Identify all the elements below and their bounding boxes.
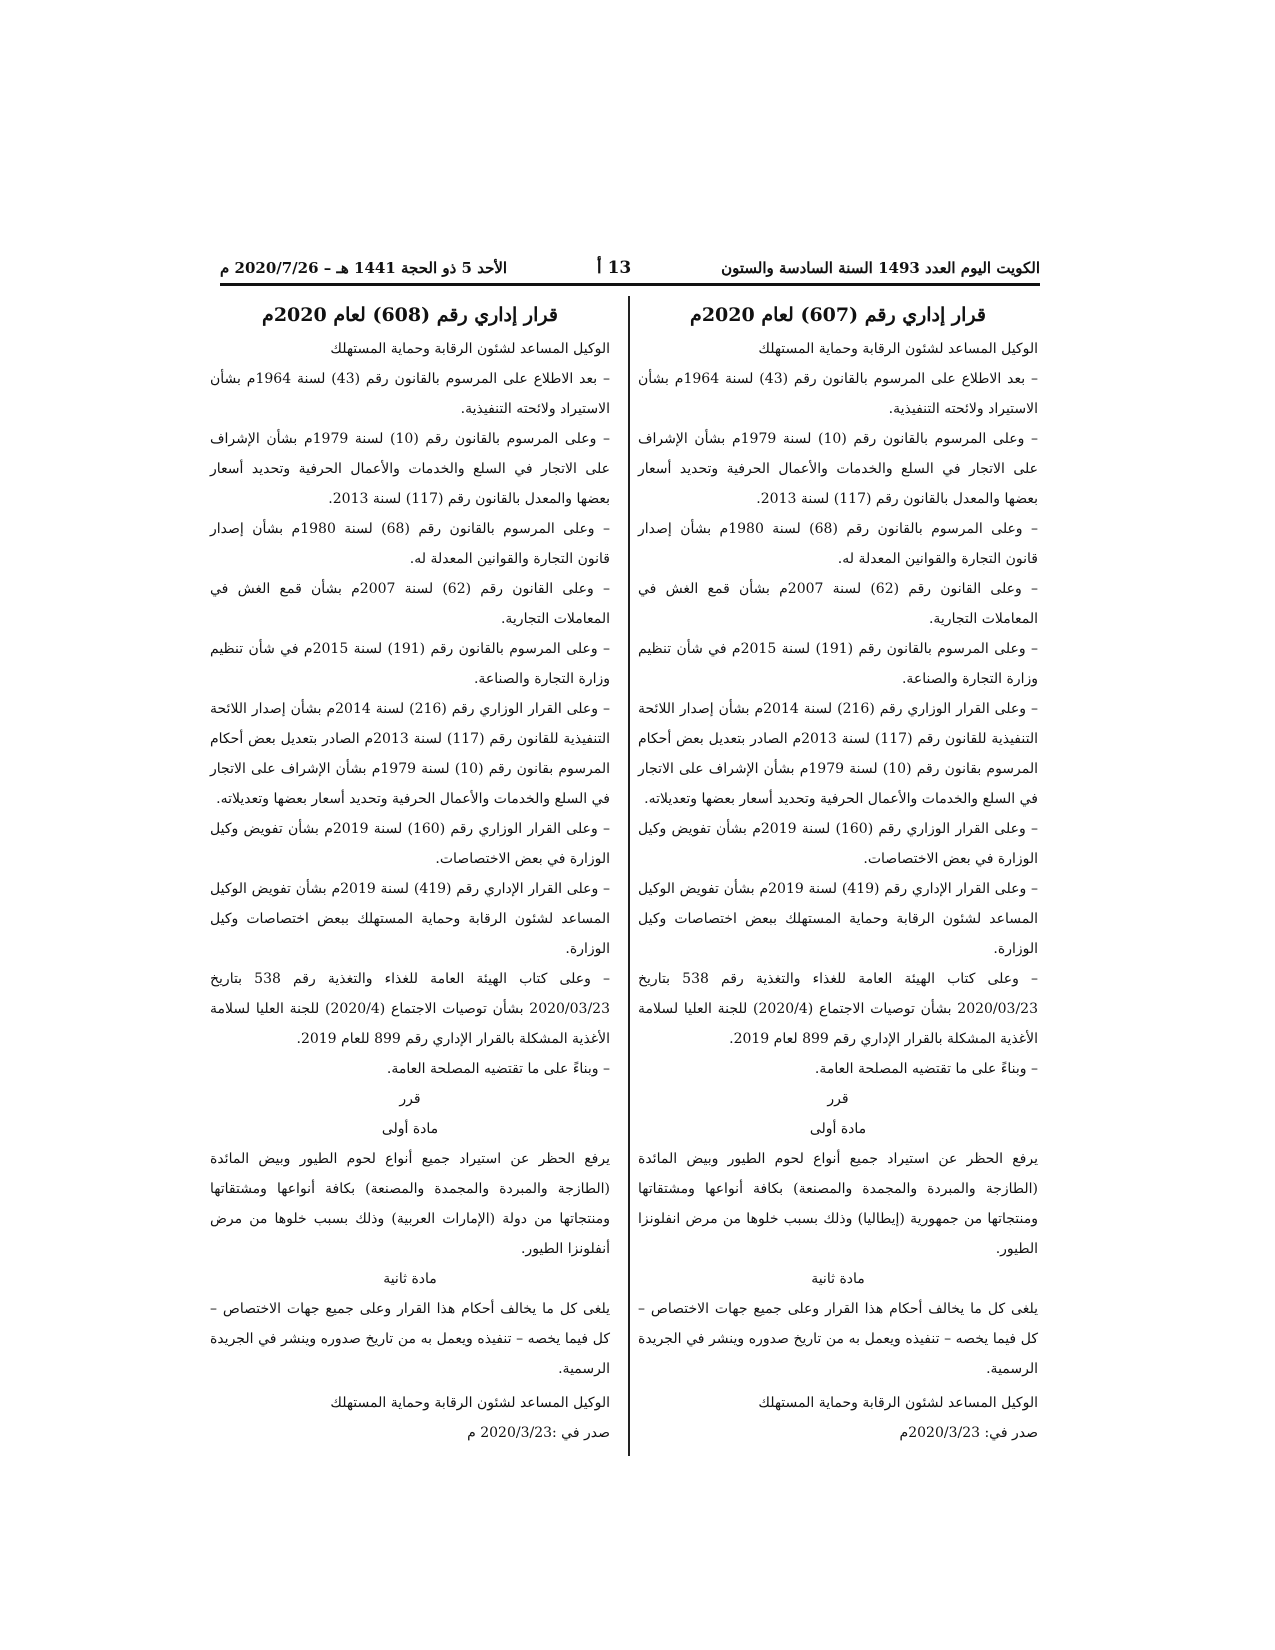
decision-608-preamble-item: – وعلى القرار الإداري رقم (419) لسنة 2019م بشأن تفويض الوكيل المساعد لشئون الرقابة وحماية المستهلك ببعض اختصاصات وكيل الوزارة.: [210, 881, 610, 957]
decision-608-issuer: الوكيل المساعد لشئون الرقابة وحماية المستهلك: [330, 341, 610, 357]
column-divider: [628, 296, 630, 1456]
decision-607-title: قرار إداري رقم (607) لعام 2020م: [690, 304, 986, 326]
decision-608-decided: قرر: [399, 1091, 421, 1107]
decision-608-signature: الوكيل المساعد لشئون الرقابة وحماية المستهلك: [330, 1395, 610, 1411]
page-header: [220, 257, 1040, 279]
decision-608-preamble-item: – وعلى القانون رقم (62) لسنة 2007م بشأن قمع الغش في المعاملات التجارية.: [210, 581, 610, 627]
decision-607-article2-title: مادة ثانية: [811, 1271, 865, 1287]
decision-608-preamble-item: – وبناءً على ما تقتضيه المصلحة العامة.: [386, 1061, 610, 1077]
decision-607-article1-title: مادة أولى: [809, 1121, 867, 1137]
decision-608-preamble-item: – وعلى القرار الوزاري رقم (216) لسنة 2014م بشأن إصدار اللائحة التنفيذية للقانون رقم (117) لسنة 2013م الصادر بتعديل بعض أحكام المرسوم بقانون رقم (10) لسنة 1979م بشأن الإشراف على الاتجار في السلع والخدمات والأعمال الحرفية وتحديد أسعار بعضها وتعديلاته.: [210, 701, 611, 807]
decision-608-preamble-item: – وعلى المرسوم بالقانون رقم (10) لسنة 1979م بشأن الإشراف على الاتجار في السلع والخدمات والأعمال الحرفية وتحديد أسعار بعضها والمعدل بالقانون رقم (117) لسنة 2013.: [210, 431, 610, 507]
decision-607-article2-text: يلغى كل ما يخالف أحكام هذا القرار وعلى جميع جهات الاختصاص –كل فيما يخصه – تنفيذه ويعمل به من تاريخ صدوره وينشر في الجريدة الرسمية.: [638, 1301, 1038, 1377]
decision-607-issued-date: صدر في: 2020/3/23م: [899, 1425, 1038, 1441]
decision-608-article2-text: يلغى كل ما يخالف أحكام هذا القرار وعلى جميع جهات الاختصاص –كل فيما يخصه – تنفيذه ويعمل به من تاريخ صدوره وينشر في الجريدة الرسمية.: [210, 1301, 610, 1377]
decision-608-preamble-item: – وعلى المرسوم بالقانون رقم (68) لسنة 1980م بشأن إصدار قانون التجارة والقوانين المعدلة له.: [210, 521, 610, 567]
decision-608-preamble-item: – وعلى القرار الوزاري رقم (160) لسنة 2019م بشأن تفويض وكيل الوزارة في بعض الاختصاصات.: [210, 821, 610, 867]
decision-607-preamble-item: – وعلى القانون رقم (62) لسنة 2007م بشأن قمع الغش في المعاملات التجارية.: [638, 581, 1038, 627]
decision-607-preamble-item: – وعلى المرسوم بالقانون رقم (68) لسنة 1980م بشأن إصدار قانون التجارة والقوانين المعدلة له.: [638, 521, 1038, 567]
decision-607-preamble-item: – وعلى المرسوم بالقانون رقم (10) لسنة 1979م بشأن الإشراف على الاتجار في السلع والخدمات والأعمال الحرفية وتحديد أسعار بعضها والمعدل بالقانون رقم (117) لسنة 2013.: [638, 431, 1038, 507]
header-date: الأحد 5 ذو الحجة 1441 هـ – 2020/7/26 م: [220, 259, 508, 277]
decision-608-issued-date: صدر في :2020/3/23 م: [467, 1425, 610, 1441]
decision-607-preamble-item: – وعلى القرار الوزاري رقم (160) لسنة 2019م بشأن تفويض وكيل الوزارة في بعض الاختصاصات.: [638, 821, 1038, 867]
decision-608-preamble-item: – وعلى كتاب الهيئة العامة للغذاء والتغذية رقم 538 بتاريخ 2020/03/23 بشأن توصيات الاجتماع (2020/4) للجنة العليا لسلامة الأغذية المشكلة بالقرار الإداري رقم 899 للعام 2019.: [210, 971, 610, 1047]
decision-607-column: [638, 300, 1038, 1448]
decision-608-preamble-item: – وعلى المرسوم بالقانون رقم (191) لسنة 2015م في شأن تنظيم وزارة التجارة والصناعة.: [210, 641, 610, 687]
decision-607-preamble-item: – وعلى القرار الوزاري رقم (216) لسنة 2014م بشأن إصدار اللائحة التنفيذية للقانون رقم (117) لسنة 2013م الصادر بتعديل بعض أحكام المرسوم بقانون رقم (10) لسنة 1979م بشأن الإشراف على الاتجار في السلع والخدمات والأعمال الحرفية وتحديد أسعار بعضها وتعديلاته.: [638, 701, 1039, 807]
decision-607-preamble-item: – بعد الاطلاع على المرسوم بالقانون رقم (43) لسنة 1964م بشأن الاستيراد ولائحته التنفيذية.: [638, 371, 1038, 417]
decision-608-article2-title: مادة ثانية: [383, 1271, 437, 1287]
decision-607-decided: قرر: [827, 1091, 849, 1107]
header-page-number: 13 أ: [596, 258, 632, 278]
decision-607-preamble-item: – وبناءً على ما تقتضيه المصلحة العامة.: [814, 1061, 1038, 1077]
decision-608-article1-text: يرفع الحظر عن استيراد جميع أنواع لحوم الطيور وبيض المائدة (الطازجة والمبردة والمجمدة والمصنعة) بكافة أنواعها ومشتقاتها ومنتجاتها من دولة (الإمارات العربية) وذلك بسبب خلوها من مرض أنفلونزا الطيور.: [210, 1151, 610, 1257]
decision-607-preamble-item: – وعلى المرسوم بالقانون رقم (191) لسنة 2015م في شأن تنظيم وزارة التجارة والصناعة.: [638, 641, 1038, 687]
decision-607-preamble-item: – وعلى القرار الإداري رقم (419) لسنة 2019م بشأن تفويض الوكيل المساعد لشئون الرقابة وحماية المستهلك ببعض اختصاصات وكيل الوزارة.: [638, 881, 1038, 957]
decision-607-article1-text: يرفع الحظر عن استيراد جميع أنواع لحوم الطيور وبيض المائدة (الطازجة والمبردة والمجمدة والمصنعة) بكافة أنواعها ومشتقاتها ومنتجاتها من جمهورية (إيطاليا) وذلك بسبب خلوها من مرض انفلونزا الطيور.: [638, 1151, 1038, 1257]
decision-607-issuer: الوكيل المساعد لشئون الرقابة وحماية المستهلك: [758, 341, 1038, 357]
decision-608-preamble-item: – بعد الاطلاع على المرسوم بالقانون رقم (43) لسنة 1964م بشأن الاستيراد ولائحته التنفيذية.: [210, 371, 610, 417]
decision-608-column: [210, 300, 610, 1448]
decision-607-preamble-item: – وعلى كتاب الهيئة العامة للغذاء والتغذية رقم 538 بتاريخ 2020/03/23 بشأن توصيات الاجتماع (2020/4) للجنة العليا لسلامة الأغذية المشكلة بالقرار الإداري رقم 899 لعام 2019.: [638, 971, 1038, 1047]
header-rule: [220, 283, 1040, 286]
header-publication: الكويت اليوم العدد 1493 السنة السادسة والستون: [721, 259, 1040, 277]
decision-608-title: قرار إداري رقم (608) لعام 2020م: [262, 304, 558, 326]
decision-607-signature: الوكيل المساعد لشئون الرقابة وحماية المستهلك: [758, 1395, 1038, 1411]
decision-608-article1-title: مادة أولى: [381, 1121, 439, 1137]
